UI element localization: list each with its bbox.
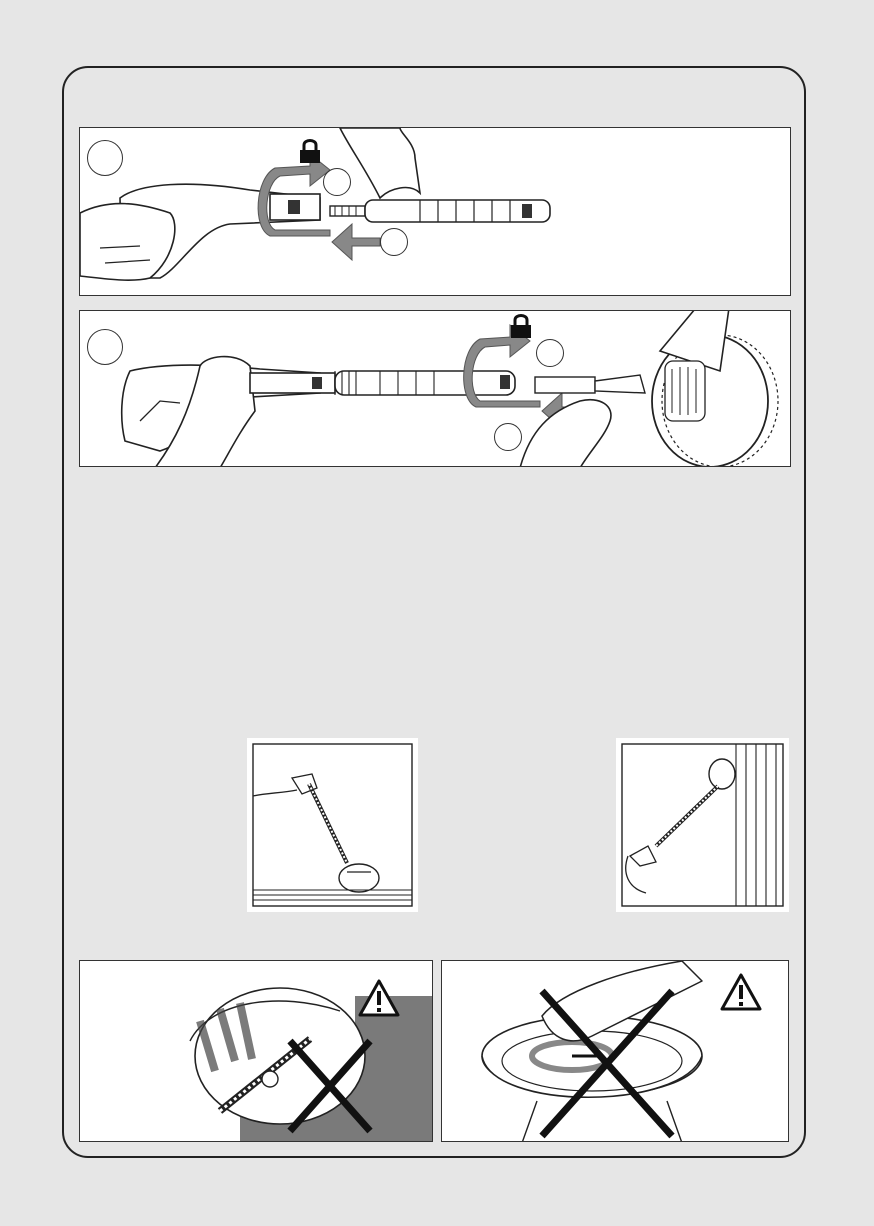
step-1-illustration (80, 128, 791, 296)
hand-holding-tube (340, 128, 420, 198)
lock-icon (510, 313, 532, 339)
wall-cleaning-panel (616, 738, 789, 912)
lock-icon (299, 138, 321, 164)
step-number-badge (87, 140, 123, 176)
floor-cleaner-icon (247, 738, 418, 912)
sub-step-badge (323, 168, 351, 196)
hand-holding-gun (80, 204, 175, 281)
floor-cleaning-panel (247, 738, 418, 912)
step-2-panel (79, 310, 791, 467)
push-arrow-icon (332, 224, 380, 260)
sub-step-badge (494, 423, 522, 451)
warning-triangle-icon (720, 973, 762, 1011)
hand-holding-connector (520, 400, 611, 467)
warning-rotating-panel (441, 960, 789, 1142)
step-2-illustration (80, 311, 791, 467)
warning-tilt-panel (79, 960, 433, 1142)
wall-cleaner-icon (616, 738, 789, 912)
step-1-panel (79, 127, 791, 296)
sub-step-badge (536, 339, 564, 367)
warning-triangle-icon (358, 979, 400, 1017)
sub-step-badge (380, 228, 408, 256)
step-number-badge (87, 329, 123, 365)
